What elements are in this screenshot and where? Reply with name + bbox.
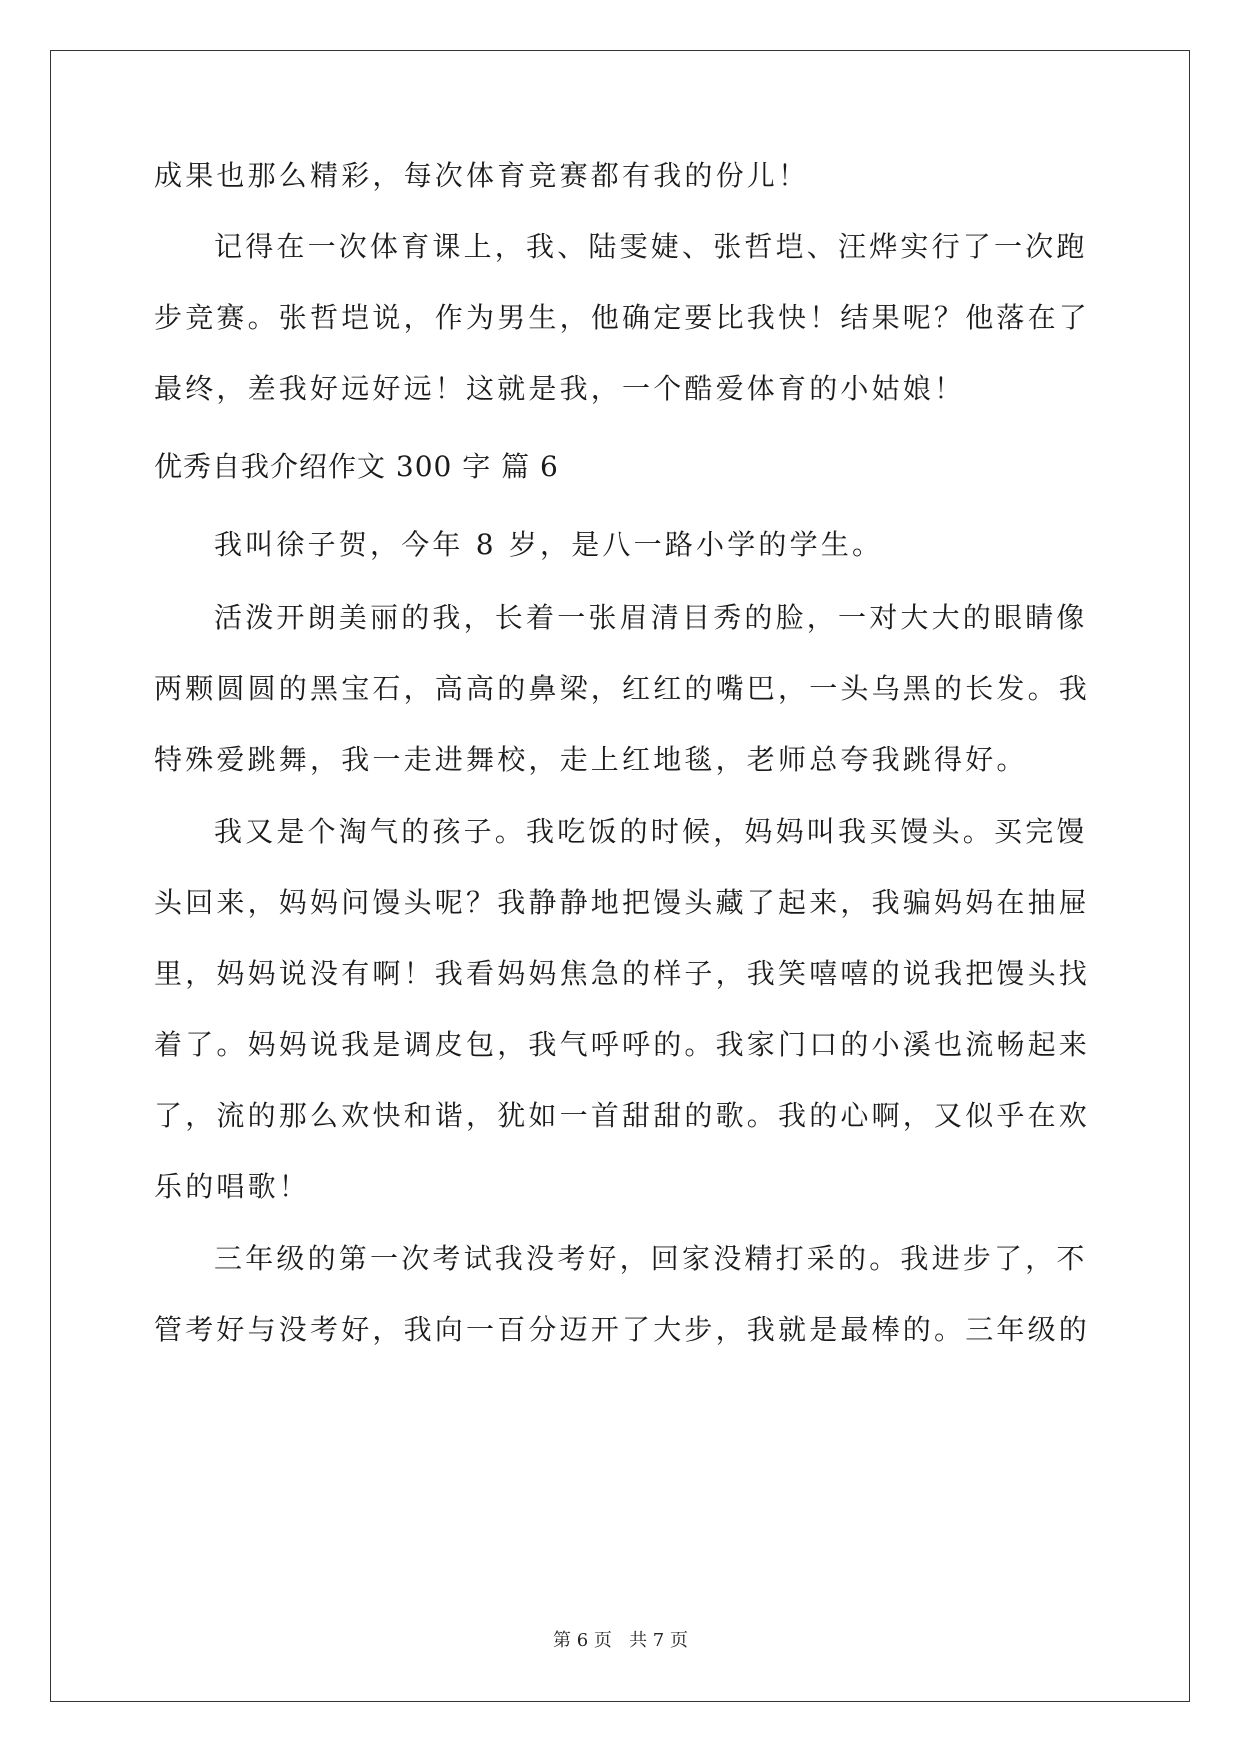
text-line: 成果也那么精彩，每次体育竞赛都有我的份儿！ xyxy=(154,159,810,192)
page-number: 第 6 页 共 7 页 xyxy=(553,1630,688,1651)
paragraph-start: 活泼开朗美丽的我，长着一张眉清目秀的脸，一对大大的眼睛像 xyxy=(214,601,1088,634)
paragraph-start: 记得在一次体育课上，我、陆雯婕、张哲垲、汪烨实行了一次跑 xyxy=(214,230,1088,263)
text-line: 里，妈妈说没有啊！我看妈妈焦急的样子，我笑嘻嘻的说我把馒头找 xyxy=(154,957,1091,990)
text-line: 最终，差我好远好远！这就是我，一个酷爱体育的小姑娘！ xyxy=(154,372,966,405)
text-line: 特殊爱跳舞，我一走进舞校，走上红地毯，老师总夸我跳得好。 xyxy=(154,743,1028,776)
text-line: 头回来，妈妈问馒头呢？我静静地把馒头藏了起来，我骗妈妈在抽屉 xyxy=(154,886,1091,919)
text-line: 了，流的那么欢快和谐，犹如一首甜甜的歌。我的心啊，又似乎在欢 xyxy=(154,1099,1091,1132)
paragraph-start: 三年级的第一次考试我没考好，回家没精打采的。我进步了，不 xyxy=(214,1242,1088,1275)
text-line: 两颗圆圆的黑宝石，高高的鼻梁，红红的嘴巴，一头乌黑的长发。我 xyxy=(154,672,1091,705)
page-footer xyxy=(0,1629,1241,1653)
page-border xyxy=(50,50,1190,1702)
text-line: 管考好与没考好，我向一百分迈开了大步，我就是最棒的。三年级的 xyxy=(154,1313,1091,1346)
section-heading: 优秀自我介绍作文 300 字 篇 6 xyxy=(154,450,559,483)
text-line: 步竞赛。张哲垲说，作为男生，他确定要比我快！结果呢？他落在了 xyxy=(154,301,1091,334)
text-line: 乐的唱歌！ xyxy=(154,1170,311,1203)
text-line: 着了。妈妈说我是调皮包，我气呼呼的。我家门口的小溪也流畅起来 xyxy=(154,1028,1091,1061)
paragraph-start: 我又是个淘气的孩子。我吃饭的时候，妈妈叫我买馒头。买完馒 xyxy=(214,815,1088,848)
paragraph-start: 我叫徐子贺，今年 8 岁，是八一路小学的学生。 xyxy=(214,528,884,561)
